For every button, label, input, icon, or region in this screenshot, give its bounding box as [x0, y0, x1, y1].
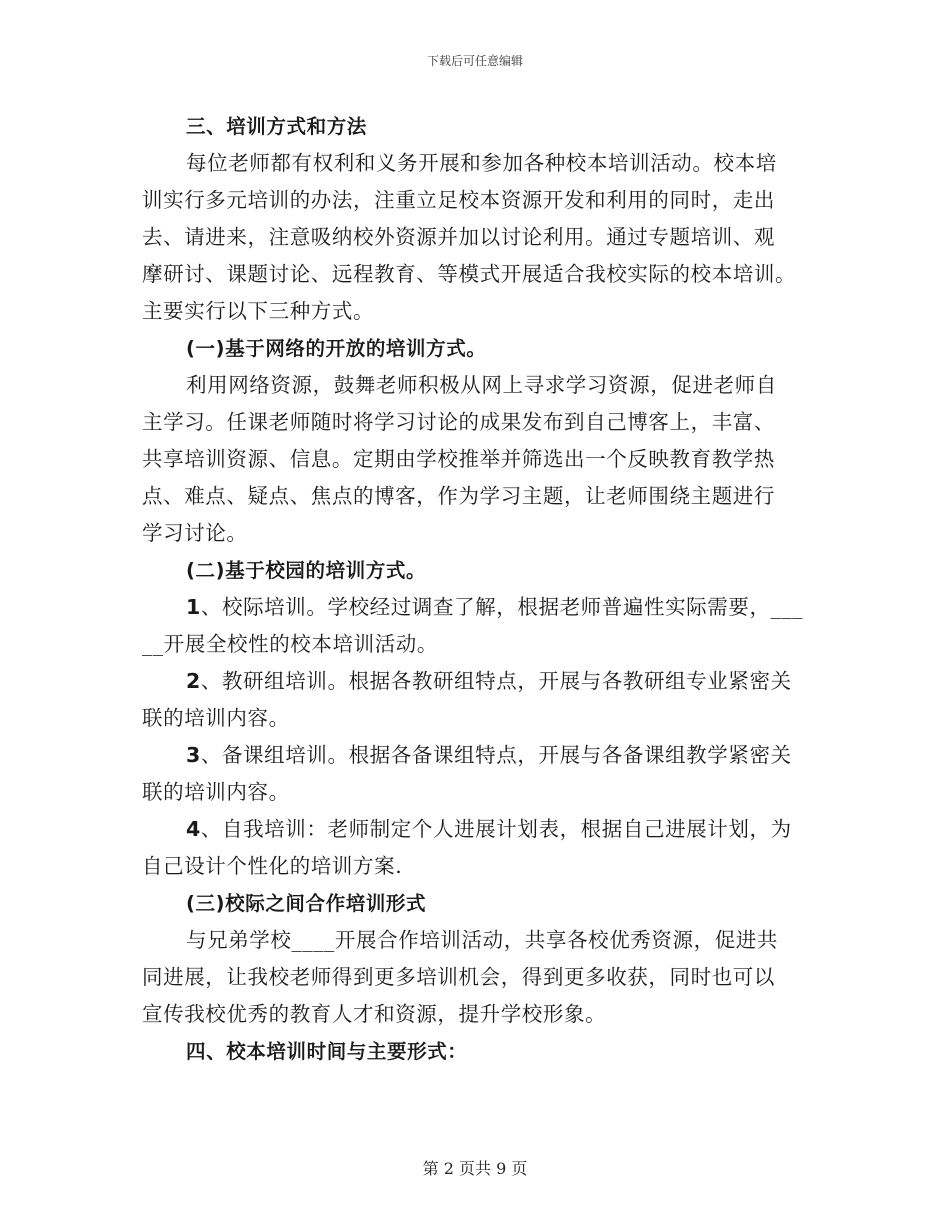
page-footer: 第 2 页共 9 页 [422, 1159, 528, 1178]
list-item-3-line [142, 737, 812, 774]
subsection-1-para-line: 点、难点、疑点、焦点的博客，作为学习主题，让老师围绕主题进行 [142, 484, 775, 508]
list-item-number: 1 [186, 595, 201, 619]
section-3-para-line: 主要实行以下三种方式。 [142, 299, 375, 323]
list-item-number: 4 [186, 817, 201, 841]
page-header: 下载后可任意编辑 [426, 54, 523, 68]
subsection-3-para-line: 与兄弟学校____开展合作培训活动，共享各校优秀资源，促进共 [186, 928, 778, 952]
subsection-3-title: (三)校际之间合作培训形式 [186, 892, 427, 915]
subsection-2-title: (二)基于校园的培训方式。 [186, 559, 427, 582]
list-item-2-line [142, 663, 812, 700]
list-item-1-line [142, 589, 812, 626]
list-item-3-line: 联的培训内容。 [142, 780, 290, 804]
list-item-text: 、教研组培训。根据各教研组特点，开展与各教研组专业紧密关 [200, 669, 792, 693]
section-3-para-line: 训实行多元培训的办法，注重立足校本资源开发和利用的同时，走出 [142, 188, 775, 212]
subsection-1-para-line: 利用网络资源，鼓舞老师积极从网上寻求学习资源，促进老师自 [186, 373, 777, 397]
subsection-1-para-line: 主学习。任课老师随时将学习讨论的成果发布到自己博客上，丰富、 [142, 410, 775, 434]
list-item-2-line: 联的培训内容。 [142, 706, 290, 730]
list-item-1-line: __开展全校性的校本培训活动。 [142, 632, 438, 656]
list-item-text: 、自我培训：老师制定个人进展计划表，根据自己进展计划，为 [200, 817, 792, 841]
section-3-title: 三、培训方式和方法 [186, 115, 367, 138]
subsection-1-title: (一)基于网络的开放的培训方式。 [186, 337, 487, 360]
list-item-4-line: 自己设计个性化的培训方案. [142, 854, 403, 878]
section-3-para-line: 每位老师都有权利和义务开展和参加各种校本培训活动。校本培 [186, 151, 777, 175]
list-item-number: 2 [186, 669, 201, 693]
list-item-text: 、备课组培训。根据各备课组特点，开展与各备课组教学紧密关 [200, 743, 792, 767]
list-item-number: 3 [186, 743, 201, 767]
list-item-4-line [142, 811, 812, 848]
section-3-para-line: 去、请进来，注意吸纳校外资源并加以讨论利用。通过专题培训、观 [142, 225, 775, 249]
subsection-3-para-line: 宣传我校优秀的教育人才和资源，提升学校形象。 [142, 1002, 607, 1026]
subsection-3-para-line: 同进展，让我校老师得到更多培训机会，得到更多收获，同时也可以 [142, 965, 775, 989]
section-3-para-line: 摩研讨、课题讨论、远程教育、等模式开展适合我校实际的校本培训。 [142, 262, 797, 286]
section-4-title: 四、校本培训时间与主要形式： [186, 1040, 468, 1063]
subsection-1-para-line: 学习讨论。 [142, 521, 248, 545]
subsection-1-para-line: 共享培训资源、信息。定期由学校推举并筛选出一个反映教育教学热 [142, 447, 775, 471]
list-item-text: 、校际培训。学校经过调查了解，根据老师普遍性实际需要，___ [200, 595, 804, 619]
document-body [142, 108, 812, 1070]
